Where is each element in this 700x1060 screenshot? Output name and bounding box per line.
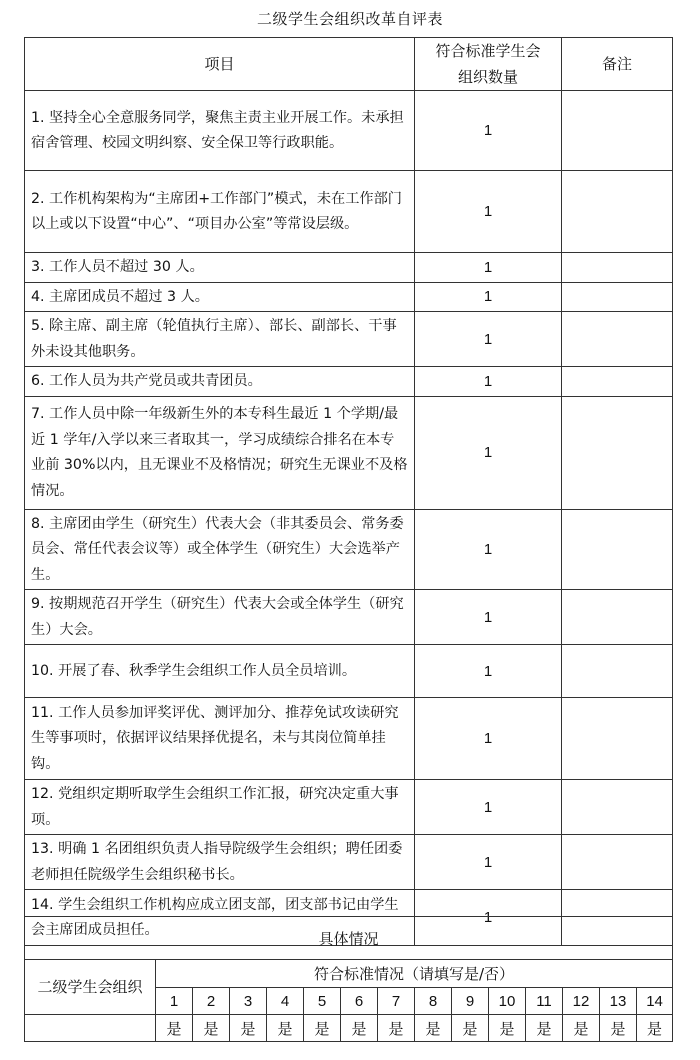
item-count: 1 [415, 590, 562, 645]
criteria-number: 5 [304, 988, 341, 1015]
item-count: 1 [415, 253, 562, 283]
table-row [25, 367, 673, 397]
table-row [25, 282, 673, 312]
criteria-number: 4 [267, 988, 304, 1015]
item-remark[interactable] [562, 509, 673, 590]
table-header-row [25, 38, 673, 91]
criteria-number: 12 [563, 988, 600, 1015]
table-row [25, 396, 673, 509]
detail-header-row [25, 960, 673, 988]
criteria-number: 8 [415, 988, 452, 1015]
header-count: 符合标准学生会组织数量 [415, 38, 562, 91]
criteria-number: 13 [600, 988, 637, 1015]
section-title: 具体情况 [25, 917, 673, 960]
criteria-number: 3 [230, 988, 267, 1015]
item-count: 1 [415, 780, 562, 835]
compliance-value[interactable]: 是 [489, 1015, 526, 1042]
item-count: 1 [415, 698, 562, 780]
item-count: 1 [415, 835, 562, 890]
item-remark[interactable] [562, 367, 673, 397]
compliance-value[interactable]: 是 [526, 1015, 563, 1042]
table-row [25, 645, 673, 698]
criteria-number: 2 [193, 988, 230, 1015]
item-remark[interactable] [562, 835, 673, 890]
item-count: 1 [415, 91, 562, 171]
item-remark[interactable] [562, 645, 673, 698]
compliance-value[interactable]: 是 [230, 1015, 267, 1042]
table-row [25, 590, 673, 645]
item-text: 4. 主席团成员不超过 3 人。 [25, 282, 415, 312]
table-row [25, 509, 673, 590]
item-count: 1 [415, 509, 562, 590]
header-item: 项目 [25, 38, 415, 91]
item-text: 11. 工作人员参加评奖评优、测评加分、推荐免试攻读研究生等事项时，依据评议结果择优提名，未与其岗位简单挂钩。 [25, 698, 415, 780]
item-count: 1 [415, 171, 562, 253]
item-remark[interactable] [562, 282, 673, 312]
org-name[interactable] [25, 1015, 156, 1042]
item-count: 1 [415, 282, 562, 312]
item-text: 6. 工作人员为共产党员或共青团员。 [25, 367, 415, 397]
table-row [25, 780, 673, 835]
item-count: 1 [415, 645, 562, 698]
table-row [25, 171, 673, 253]
criteria-number: 10 [489, 988, 526, 1015]
item-text: 2. 工作机构架构为“主席团+工作部门”模式，未在工作部门以上或以下设置“中心”、“项目办公室”等常设层级。 [25, 171, 415, 253]
table-row [25, 312, 673, 367]
item-count: 1 [415, 890, 562, 946]
item-remark[interactable] [562, 91, 673, 171]
compliance-value[interactable]: 是 [267, 1015, 304, 1042]
criteria-number: 14 [637, 988, 673, 1015]
section-title-row [25, 917, 673, 960]
item-remark[interactable] [562, 590, 673, 645]
detail-table [24, 916, 673, 1042]
criteria-number: 9 [452, 988, 489, 1015]
compliance-value[interactable]: 是 [563, 1015, 600, 1042]
criteria-number: 7 [378, 988, 415, 1015]
item-remark[interactable] [562, 396, 673, 509]
item-remark[interactable] [562, 698, 673, 780]
compliance-value[interactable]: 是 [193, 1015, 230, 1042]
compliance-header: 符合标准情况（请填写是/否） [156, 960, 673, 988]
org-header: 二级学生会组织 [25, 960, 156, 1015]
table-row [25, 91, 673, 171]
criteria-number: 6 [341, 988, 378, 1015]
compliance-value[interactable]: 是 [156, 1015, 193, 1042]
item-text: 8. 主席团由学生（研究生）代表大会（非其委员会、常务委员会、常任代表会议等）或全体学生（研究生）大会选举产生。 [25, 509, 415, 590]
item-text: 1. 坚持全心全意服务同学，聚焦主责主业开展工作。未承担宿舍管理、校园文明纠察、安全保卫等行政职能。 [25, 91, 415, 171]
header-remark: 备注 [562, 38, 673, 91]
table-row [25, 253, 673, 283]
item-remark[interactable] [562, 312, 673, 367]
org-compliance-row [25, 1015, 673, 1042]
item-text: 9. 按期规范召开学生（研究生）代表大会或全体学生（研究生）大会。 [25, 590, 415, 645]
item-count: 1 [415, 312, 562, 367]
compliance-value[interactable]: 是 [304, 1015, 341, 1042]
item-text: 12. 党组织定期听取学生会组织工作汇报，研究决定重大事项。 [25, 780, 415, 835]
compliance-value[interactable]: 是 [600, 1015, 637, 1042]
compliance-value[interactable]: 是 [341, 1015, 378, 1042]
compliance-value[interactable]: 是 [637, 1015, 673, 1042]
item-remark[interactable] [562, 171, 673, 253]
item-text: 3. 工作人员不超过 30 人。 [25, 253, 415, 283]
item-text: 5. 除主席、副主席（轮值执行主席）、部长、副部长、干事外未设其他职务。 [25, 312, 415, 367]
item-count: 1 [415, 367, 562, 397]
item-text: 14. 学生会组织工作机构应成立团支部，团支部书记由学生会主席团成员担任。 [25, 890, 415, 946]
self-evaluation-table [24, 37, 673, 946]
item-remark[interactable] [562, 253, 673, 283]
item-count: 1 [415, 396, 562, 509]
document-title: 二级学生会组织改革自评表 [256, 10, 443, 28]
item-text: 10. 开展了春、秋季学生会组织工作人员全员培训。 [25, 645, 415, 698]
table-row [25, 835, 673, 890]
compliance-value[interactable]: 是 [415, 1015, 452, 1042]
criteria-number: 11 [526, 988, 563, 1015]
item-text: 7. 工作人员中除一年级新生外的本专科生最近 1 个学期/最近 1 学年/入学以来三者取其一，学习成绩综合排名在本专业前 30%以内，且无课业不及格情况；研究生无课业不及格情况。 [25, 396, 415, 509]
compliance-value[interactable]: 是 [452, 1015, 489, 1042]
compliance-value[interactable]: 是 [378, 1015, 415, 1042]
table-row [25, 698, 673, 780]
item-remark[interactable] [562, 780, 673, 835]
item-text: 13. 明确 1 名团组织负责人指导院级学生会组织；聘任团委老师担任院级学生会组织秘书长。 [25, 835, 415, 890]
criteria-number: 1 [156, 988, 193, 1015]
